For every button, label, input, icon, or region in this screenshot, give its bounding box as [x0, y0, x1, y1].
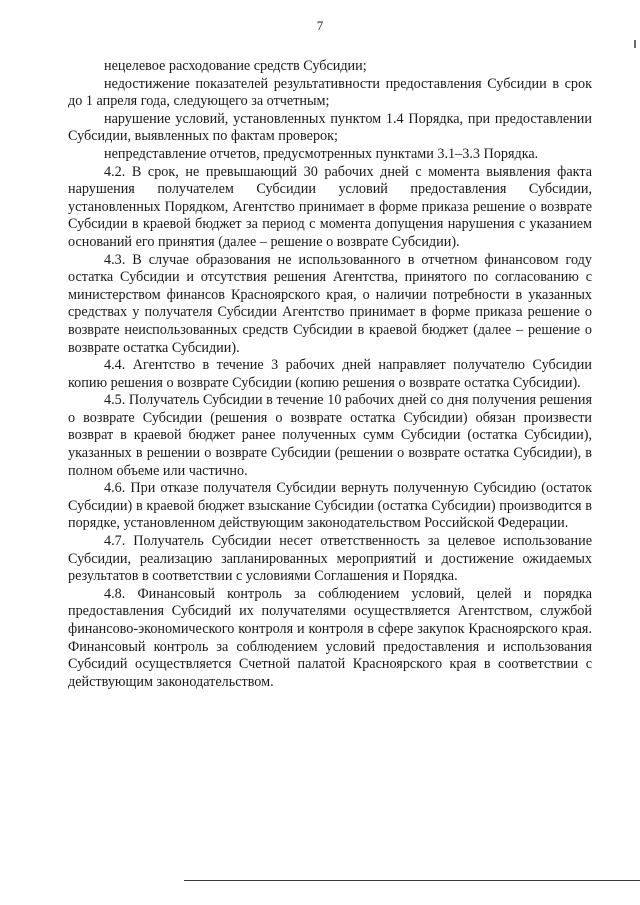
- paragraph-4-4: 4.4. Агентство в течение 3 рабочих дней направляет получателю Субсидии копию решения о возврате Субсидии (копию решения о возврате остатка Субсидии).: [68, 357, 592, 391]
- paragraph-4-7: 4.7. Получатель Субсидии несет ответственность за целевое использование Субсидии, реализацию запланированных мероприятий и достижение ожидаемых результатов в соответствии с условиями Соглашения и Порядка.: [68, 533, 592, 585]
- paragraph-violation: нарушение условий, установленных пунктом 1.4 Порядка, при предоставлении Субсидии, выявленных по фактам проверок;: [68, 110, 592, 145]
- paragraph-misuse: нецелевое расходование средств Субсидии;: [104, 58, 367, 74]
- paragraph-4-5: 4.5. Получатель Субсидии в течение 10 рабочих дней со дня получения решения о возврате Субсидии (решения о возврате остатка Субсидии) обязан произвести возврат в краевой бюджет ранее полученных сумм Субсидии (остатка Субсидии), указанных в решении о возврате Субсидии (решении о возврате остатка Субсидии), в полном объеме или частично.: [68, 392, 592, 479]
- paragraph-4-2: 4.2. В срок, не превышающий 30 рабочих дней с момента выявления факта нарушения получателем Субсидии условий предоставления Субсидии, установленных Порядком, Агентство принимает в форме приказа решение о возврате Субсидии в краевой бюджет за период с момента допущения нарушения с указанием оснований его принятия (далее – решение о возврате Субсидии).: [68, 163, 592, 250]
- paragraph-4-6: 4.6. При отказе получателя Субсидии вернуть полученную Субсидию (остаток Субсидии) в краевой бюджет взыскание Субсидии (остатка Субсидии) производится в порядке, установленном действующим законодательством Российской Федерации.: [68, 480, 592, 532]
- paragraph-4-8: 4.8. Финансовый контроль за соблюдением условий, целей и порядка предоставления Субсидий их получателями осуществляется Агентством, службой финансово-экономического контроля и контроля в сфере закупок Красноярского края. Финансовый контроль за соблюдением условий предоставления и использования Субсидий осуществляется Счетной палатой Красноярского края в соответствии с действующим законодательством.: [68, 585, 592, 690]
- scan-edge-mark: [634, 40, 636, 48]
- paragraph-indicators: недостижение показателей результативности предоставления Субсидии в срок до 1 апреля года, следующего за отчетным;: [68, 75, 592, 110]
- paragraph-4-3: 4.3. В случае образования не использованного в отчетном финансовом году остатка Субсидии и отсутствия решения Агентства, принятого по согласованию с министерством финансов Красноярского края, о наличии потребности в указанных средствах у получателя Субсидии Агентство принимает в форме приказа решение о возврате неиспользованных средств Субсидии в краевой бюджет (далее – решение о возврате остатка Субсидии).: [68, 251, 592, 356]
- paragraph-reports: непредставление отчетов, предусмотренных пунктами 3.1–3.3 Порядка.: [104, 145, 539, 162]
- page-number: 7: [316, 18, 324, 33]
- document-body: [68, 58, 592, 691]
- footer-rule: [184, 880, 640, 881]
